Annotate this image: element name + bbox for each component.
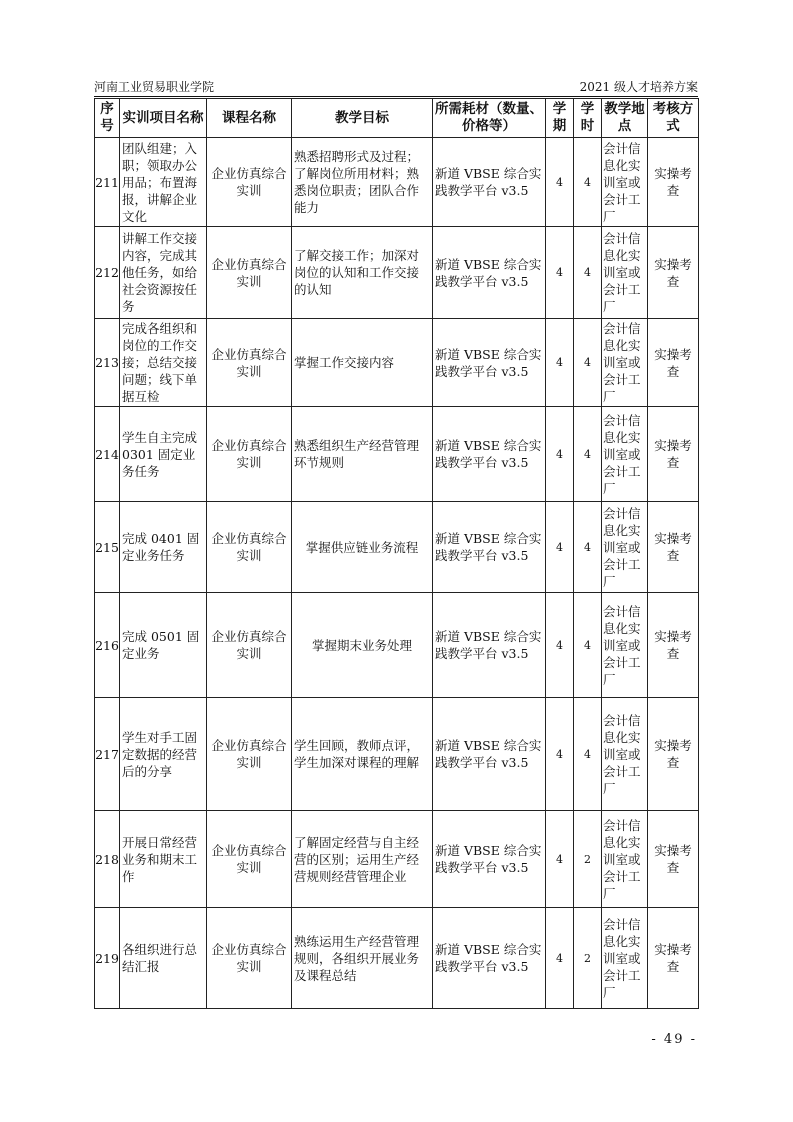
cell-term: 4 <box>546 698 574 811</box>
cell-exam: 实操考查 <box>648 502 699 593</box>
table-header <box>95 99 699 138</box>
cell-hours: 2 <box>574 908 602 1009</box>
cell-hours: 4 <box>574 227 602 319</box>
cell-hours: 2 <box>574 811 602 908</box>
cell-term: 4 <box>546 811 574 908</box>
cell-material: 新道 VBSE 综合实践教学平台 v3.5 <box>433 811 546 908</box>
table-row <box>95 908 699 1009</box>
page-number: - 49 - <box>651 1032 697 1047</box>
cell-location: 会计信息化实训室或会计工厂 <box>602 138 648 227</box>
cell-project: 学生自主完成 0301 固定业务任务 <box>120 407 207 502</box>
cell-exam: 实操考查 <box>648 138 699 227</box>
cell-exam: 实操考查 <box>648 698 699 811</box>
cell-no: 215 <box>95 502 120 593</box>
header-school-name: 河南工业贸易职业学院 <box>94 80 215 94</box>
cell-exam: 实操考查 <box>648 227 699 319</box>
header-plan-title: 2021 级人才培养方案 <box>579 80 698 94</box>
cell-material: 新道 VBSE 综合实践教学平台 v3.5 <box>433 138 546 227</box>
cell-term: 4 <box>546 502 574 593</box>
cell-exam: 实操考查 <box>648 407 699 502</box>
table-row <box>95 407 699 502</box>
cell-hours: 4 <box>574 593 602 698</box>
cell-term: 4 <box>546 908 574 1009</box>
cell-location: 会计信息化实训室或会计工厂 <box>602 319 648 407</box>
cell-goal: 熟悉招聘形式及过程；了解岗位所用材料；熟悉岗位职责；团队合作能力 <box>292 138 433 227</box>
cell-material: 新道 VBSE 综合实践教学平台 v3.5 <box>433 698 546 811</box>
cell-goal: 掌握供应链业务流程 <box>292 502 433 593</box>
table-row <box>95 319 699 407</box>
cell-course: 企业仿真综合实训 <box>207 407 292 502</box>
cell-course: 企业仿真综合实训 <box>207 908 292 1009</box>
cell-material: 新道 VBSE 综合实践教学平台 v3.5 <box>433 908 546 1009</box>
col-header-no: 序号 <box>95 99 120 138</box>
cell-no: 218 <box>95 811 120 908</box>
cell-location: 会计信息化实训室或会计工厂 <box>602 908 648 1009</box>
cell-project: 讲解工作交接内容，完成其他任务，如给社会资源按任务 <box>120 227 207 319</box>
cell-location: 会计信息化实训室或会计工厂 <box>602 698 648 811</box>
cell-course: 企业仿真综合实训 <box>207 502 292 593</box>
col-header-project: 实训项目名称 <box>120 99 207 138</box>
cell-goal: 掌握期末业务处理 <box>292 593 433 698</box>
cell-project: 完成各组织和岗位的工作交接；总结交接问题；线下单据互检 <box>120 319 207 407</box>
cell-material: 新道 VBSE 综合实践教学平台 v3.5 <box>433 407 546 502</box>
cell-exam: 实操考查 <box>648 908 699 1009</box>
col-header-goal: 教学目标 <box>292 99 433 138</box>
table-row <box>95 593 699 698</box>
table-row <box>95 138 699 227</box>
cell-goal: 了解固定经营与自主经营的区别；运用生产经营规则经营管理企业 <box>292 811 433 908</box>
cell-no: 212 <box>95 227 120 319</box>
cell-goal: 熟练运用生产经营管理规则，各组织开展业务及课程总结 <box>292 908 433 1009</box>
cell-location: 会计信息化实训室或会计工厂 <box>602 407 648 502</box>
cell-goal: 熟悉组织生产经营管理环节规则 <box>292 407 433 502</box>
col-header-course: 课程名称 <box>207 99 292 138</box>
cell-term: 4 <box>546 227 574 319</box>
cell-project: 各组织进行总结汇报 <box>120 908 207 1009</box>
cell-course: 企业仿真综合实训 <box>207 593 292 698</box>
cell-exam: 实操考查 <box>648 811 699 908</box>
cell-hours: 4 <box>574 698 602 811</box>
cell-hours: 4 <box>574 407 602 502</box>
cell-hours: 4 <box>574 319 602 407</box>
cell-exam: 实操考查 <box>648 319 699 407</box>
table-row <box>95 502 699 593</box>
cell-no: 219 <box>95 908 120 1009</box>
col-header-material: 所需耗材（数量、价格等） <box>433 99 546 138</box>
table-row <box>95 227 699 319</box>
col-header-term: 学期 <box>546 99 574 138</box>
cell-hours: 4 <box>574 138 602 227</box>
cell-no: 217 <box>95 698 120 811</box>
cell-no: 213 <box>95 319 120 407</box>
cell-project: 学生对手工固定数据的经营后的分享 <box>120 698 207 811</box>
header-divider <box>94 96 698 97</box>
cell-course: 企业仿真综合实训 <box>207 811 292 908</box>
cell-course: 企业仿真综合实训 <box>207 698 292 811</box>
cell-location: 会计信息化实训室或会计工厂 <box>602 593 648 698</box>
cell-term: 4 <box>546 407 574 502</box>
cell-material: 新道 VBSE 综合实践教学平台 v3.5 <box>433 319 546 407</box>
cell-no: 216 <box>95 593 120 698</box>
cell-term: 4 <box>546 319 574 407</box>
cell-term: 4 <box>546 138 574 227</box>
cell-project: 完成 0401 固定业务任务 <box>120 502 207 593</box>
cell-hours: 4 <box>574 502 602 593</box>
cell-term: 4 <box>546 593 574 698</box>
cell-goal: 了解交接工作；加深对岗位的认知和工作交接的认知 <box>292 227 433 319</box>
table-row <box>95 698 699 811</box>
cell-material: 新道 VBSE 综合实践教学平台 v3.5 <box>433 593 546 698</box>
cell-exam: 实操考查 <box>648 593 699 698</box>
cell-course: 企业仿真综合实训 <box>207 319 292 407</box>
cell-no: 211 <box>95 138 120 227</box>
cell-course: 企业仿真综合实训 <box>207 227 292 319</box>
cell-no: 214 <box>95 407 120 502</box>
col-header-hours: 学时 <box>574 99 602 138</box>
cell-goal: 学生回顾，教师点评，学生加深对课程的理解 <box>292 698 433 811</box>
training-plan-table <box>94 98 699 1009</box>
cell-material: 新道 VBSE 综合实践教学平台 v3.5 <box>433 227 546 319</box>
cell-project: 完成 0501 固定业务 <box>120 593 207 698</box>
cell-location: 会计信息化实训室或会计工厂 <box>602 811 648 908</box>
table-row <box>95 811 699 908</box>
col-header-exam: 考核方式 <box>648 99 699 138</box>
page-header <box>94 80 698 94</box>
cell-material: 新道 VBSE 综合实践教学平台 v3.5 <box>433 502 546 593</box>
cell-location: 会计信息化实训室或会计工厂 <box>602 502 648 593</box>
cell-location: 会计信息化实训室或会计工厂 <box>602 227 648 319</box>
cell-project: 开展日常经营业务和期末工作 <box>120 811 207 908</box>
table-body <box>95 138 699 1009</box>
cell-goal: 掌握工作交接内容 <box>292 319 433 407</box>
col-header-location: 教学地点 <box>602 99 648 138</box>
cell-project: 团队组建；入职；领取办公用品；布置海报，讲解企业文化 <box>120 138 207 227</box>
cell-course: 企业仿真综合实训 <box>207 138 292 227</box>
